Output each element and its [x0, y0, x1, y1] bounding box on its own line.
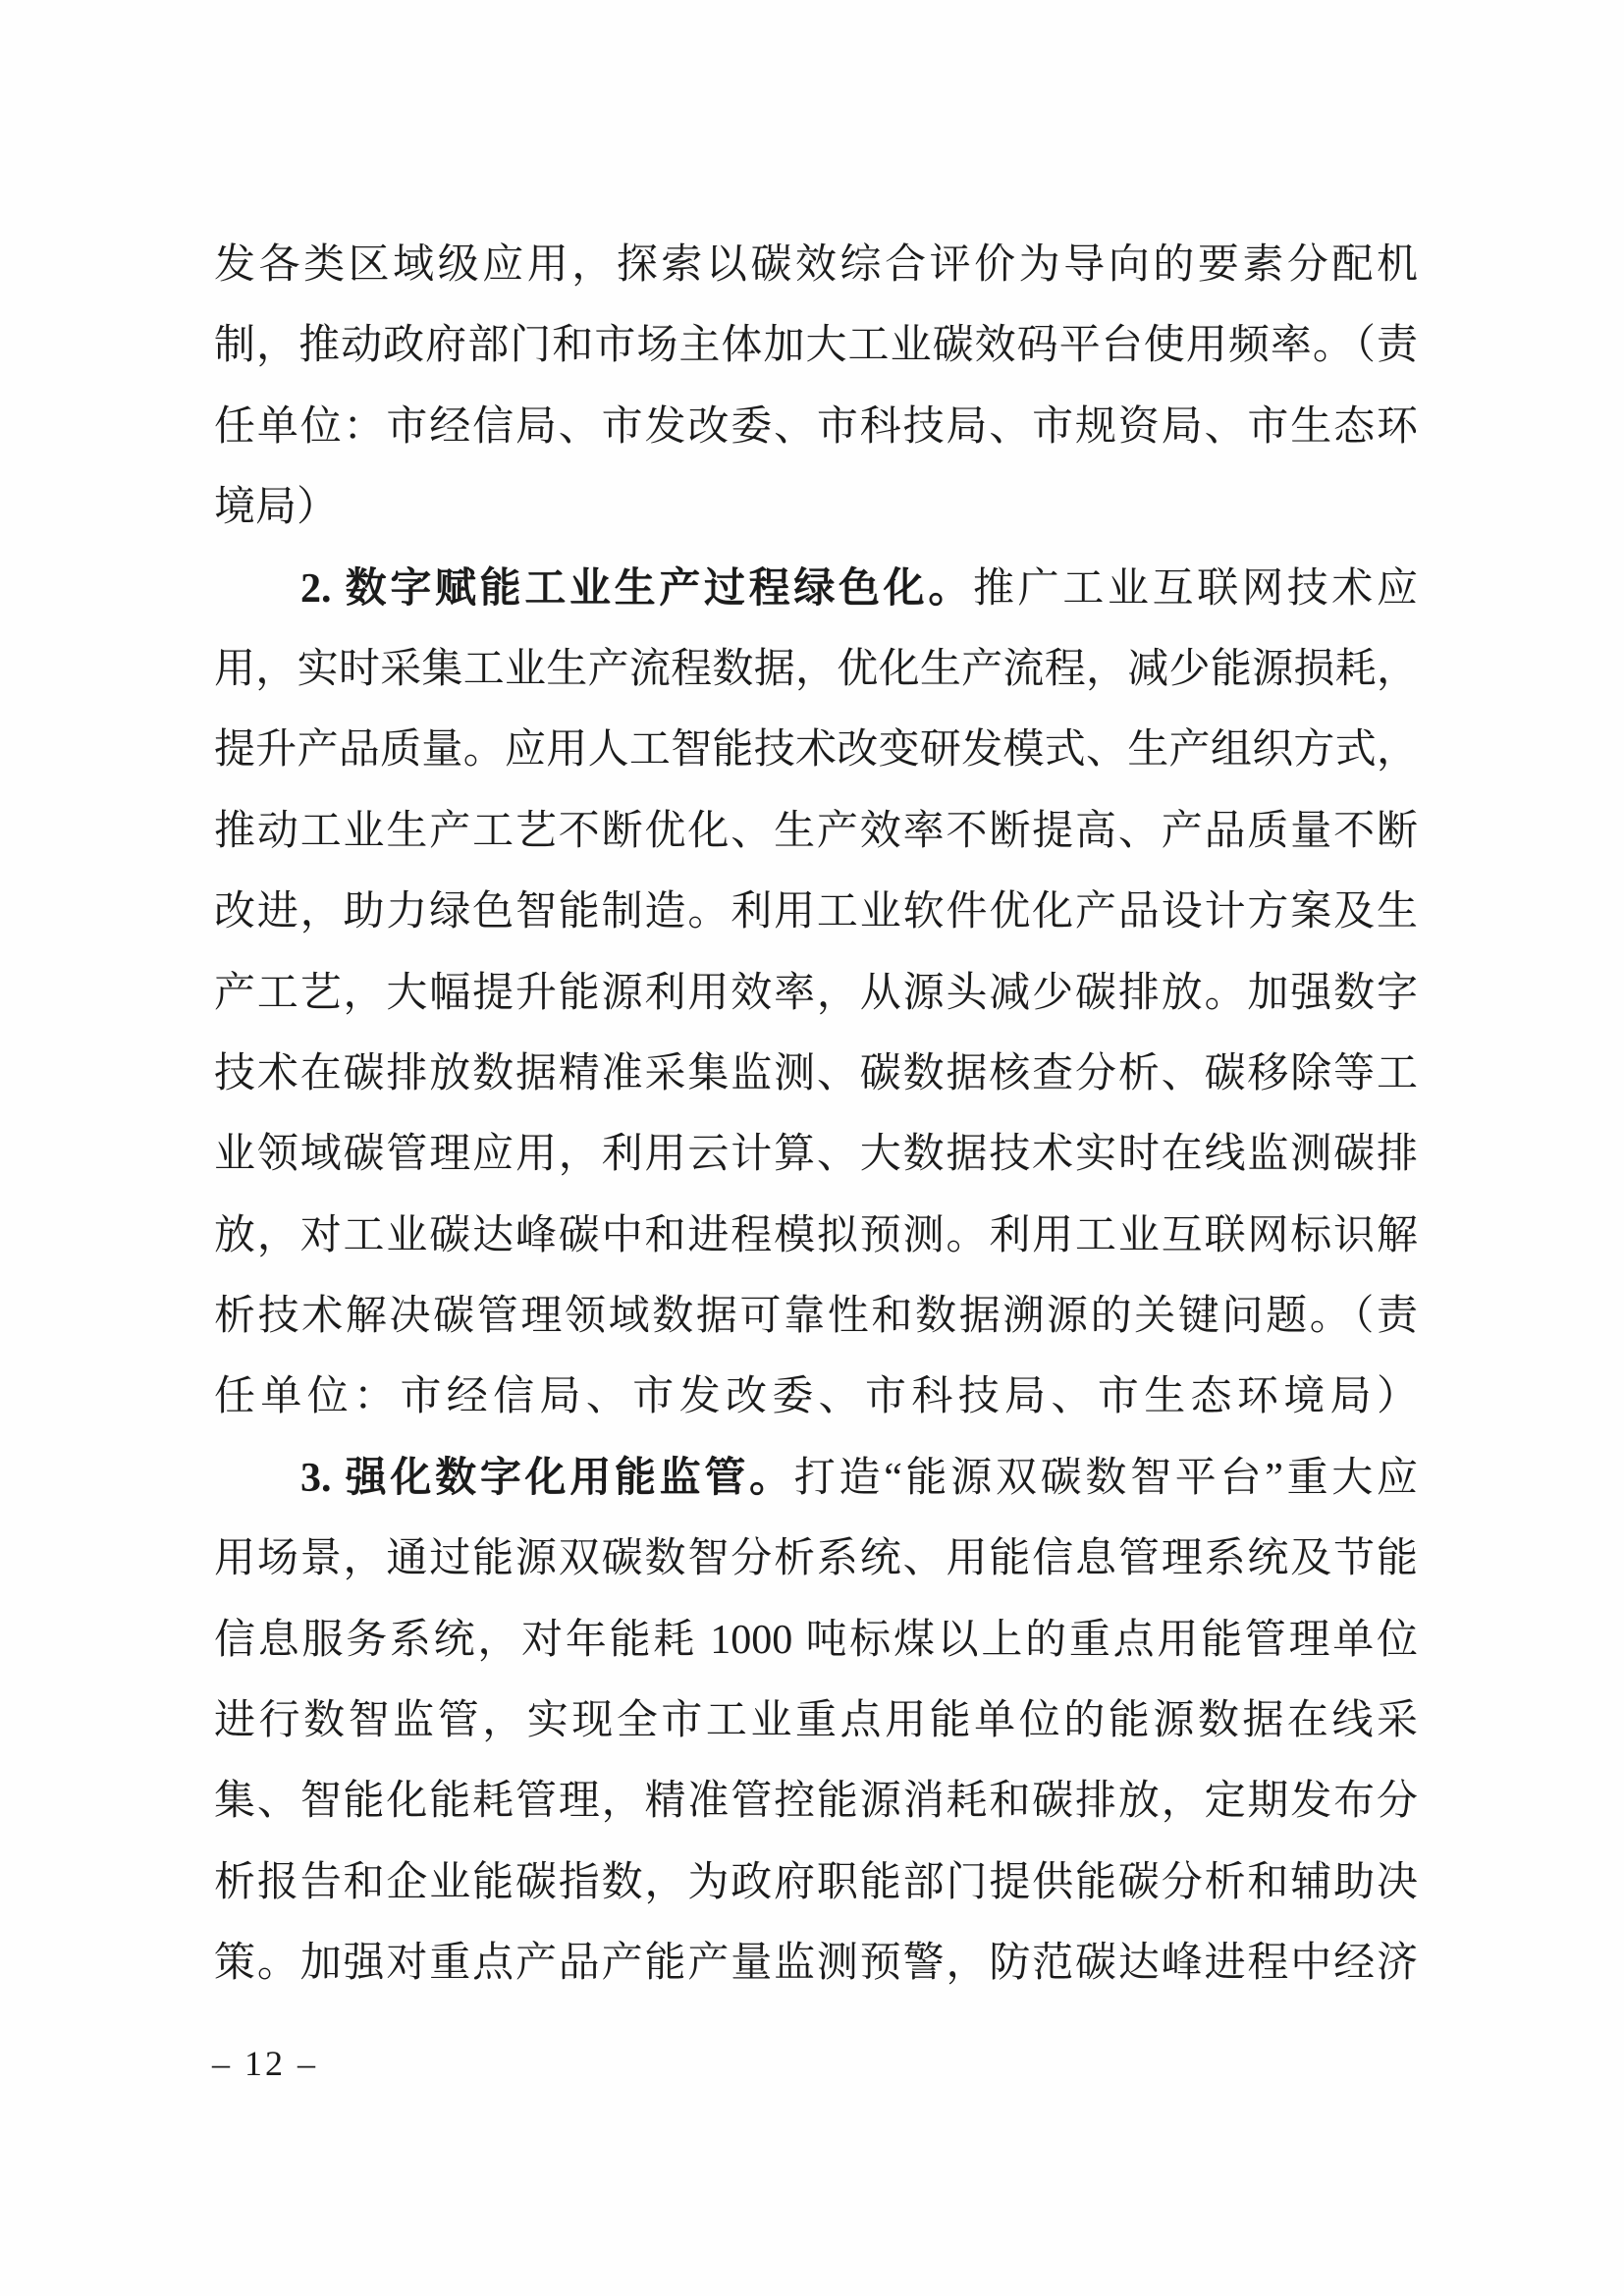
line-text: 产工艺，大幅提升能源利用效率，从源头减少碳排放。加强数字 [214, 970, 1418, 1016]
line-text: 业领域碳管理应用，利用云计算、大数据技术实时在线监测碳排 [214, 1132, 1418, 1178]
text-line [214, 1842, 1418, 1923]
text-line [214, 953, 1418, 1034]
line-text: 提升产品质量。应用人工智能技术改变研发模式、生产组织方式， [214, 727, 1418, 774]
line-text: 集、智能化能耗管理，精准管控能源消耗和碳排放，定期发布分 [214, 1779, 1418, 1825]
line-text: 放，对工业碳达峰碳中和进程模拟预测。利用工业互联网标识解 [214, 1212, 1418, 1258]
text-line [214, 710, 1418, 790]
line-text: 任单位：市经信局、市发改委、市科技局、市规资局、市生态环 [214, 403, 1418, 450]
heading-label: 2. 数字赋能工业生产过程绿色化。 [300, 565, 973, 612]
text-line [214, 225, 1418, 305]
text-line [214, 1923, 1418, 2003]
line-text: 打造“能源双碳数智平台”重大应 [793, 1455, 1418, 1501]
body-text [214, 225, 1418, 2004]
text-line-heading-2 [214, 549, 1418, 629]
line-text: 发各类区域级应用，探索以碳效综合评价为导向的要素分配机 [214, 242, 1418, 288]
text-line [214, 1034, 1418, 1114]
text-line [214, 387, 1418, 467]
line-text: 析报告和企业能碳指数，为政府职能部门提供能碳分析和辅助决 [214, 1859, 1418, 1905]
text-line [214, 305, 1418, 386]
line-text: 制，推动政府部门和市场主体加大工业碳效码平台使用频率。（责 [214, 323, 1418, 369]
heading-label: 3. 强化数字化用能监管。 [300, 1455, 794, 1501]
text-line [214, 872, 1418, 952]
text-line [214, 1761, 1418, 1842]
line-text: 析技术解决碳管理领域数据可靠性和数据溯源的关键问题。（责 [214, 1294, 1418, 1340]
text-line [214, 1681, 1418, 1761]
text-line [214, 1196, 1418, 1276]
text-line [214, 1600, 1418, 1681]
line-text: 境局） [214, 485, 339, 531]
text-line [214, 629, 1418, 710]
text-line [214, 1357, 1418, 1437]
line-text: 技术在碳排放数据精准采集监测、碳数据核查分析、碳移除等工 [214, 1050, 1418, 1096]
line-text: 推动工业生产工艺不断优化、生产效率不断提高、产品质量不断 [214, 808, 1418, 854]
text-line [214, 467, 1418, 548]
text-line [214, 1519, 1418, 1599]
line-text: 进行数智监管，实现全市工业重点用能单位的能源数据在线采 [214, 1698, 1418, 1744]
line-text: 策。加强对重点产品产能产量监测预警，防范碳达峰进程中经济 [214, 1941, 1418, 1987]
text-line-heading-3 [214, 1438, 1418, 1519]
line-text: 改进，助力绿色智能制造。利用工业软件优化产品设计方案及生 [214, 889, 1418, 935]
text-line [214, 1114, 1418, 1195]
page-number: – 12 – [212, 2044, 318, 2083]
line-text: 信息服务系统，对年能耗 1000 吨标煤以上的重点用能管理单位 [214, 1617, 1418, 1663]
line-text: 任单位：市经信局、市发改委、市科技局、市生态环境局） [214, 1374, 1418, 1420]
text-line [214, 791, 1418, 872]
text-line [214, 1276, 1418, 1357]
line-text: 用场景，通过能源双碳数智分析系统、用能信息管理系统及节能 [214, 1536, 1418, 1582]
line-text: 推广工业互联网技术应 [972, 565, 1418, 612]
line-text: 用，实时采集工业生产流程数据，优化生产流程，减少能源损耗， [214, 646, 1418, 692]
